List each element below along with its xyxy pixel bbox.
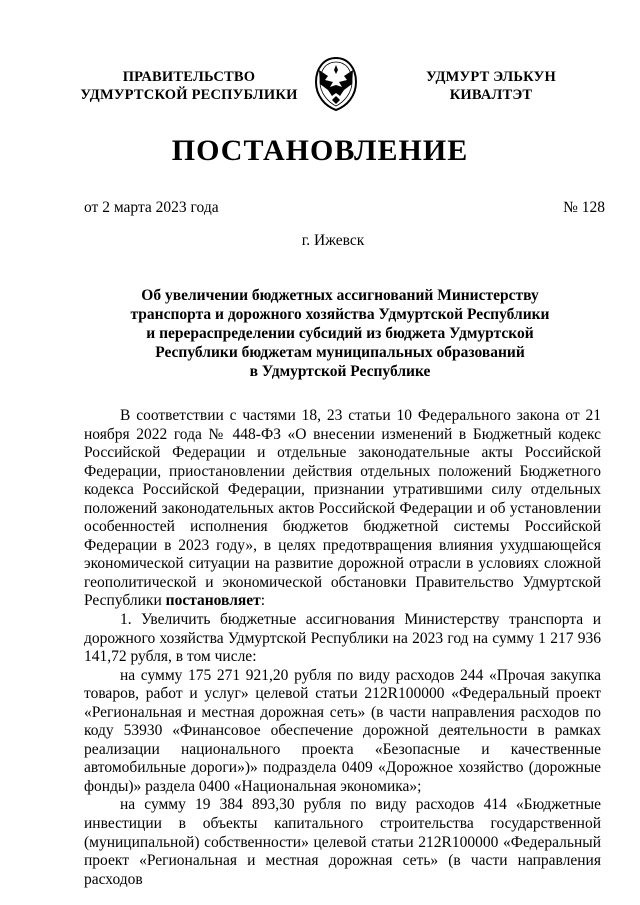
subject-line: транспорта и дорожного хозяйства Удмуртской Республики xyxy=(130,306,550,323)
document-city: г. Ижевск xyxy=(301,232,365,249)
paragraph-amount-2: на сумму 19 384 893,30 рубля по виду расходов 414 «Бюджетные инвестиции в объекты капитального строительства государственной (муниципальной) собственности» целевой статьи 212R100000 «Федеральный проект «Региональная и местная дорожная сеть» (в части направления расходов xyxy=(84,796,601,888)
document-title: ПОСТАНОВЛЕНИЕ xyxy=(171,134,469,167)
subject-line: и перераспределении субсидий из бюджета Удмуртской xyxy=(146,325,534,342)
subject-line: Об увеличении бюджетных ассигнований Министерству xyxy=(141,287,539,304)
document-number: № 128 xyxy=(563,199,605,216)
document-body xyxy=(84,407,601,889)
issuer-line: ПРАВИТЕЛЬСТВО xyxy=(122,69,256,85)
subject-line: Республики бюджетам муниципальных образований xyxy=(155,344,525,361)
coat-of-arms-icon xyxy=(313,56,359,112)
paragraph-item-1: 1. Увеличить бюджетные ассигнования Министерству транспорта и дорожного хозяйства Удмуртской Республики на 2023 год на сумму 1 217 936 141,72 рубля, в том числе: xyxy=(84,611,601,666)
paragraph-preamble xyxy=(84,407,601,611)
issuer-line: УДМУРТ ЭЛЬКУН xyxy=(426,69,556,85)
issuer-name-russian xyxy=(70,68,308,104)
paragraph-amount-1: на сумму 175 271 921,20 рубля по виду расходов 244 «Прочая закупка товаров, работ и услуг» целевой статьи 212R100000 «Федеральный проект «Региональная и местная дорожная сеть» (в части направления расходов по коду 53930 «Финансовое обеспечение дорожной деятельности в рамках реализации национального проекта «Безопасные и качественные автомобильные дороги»)» подраздела 0409 «Дорожное хозяйство (дорожные фонды)» раздела 0400 «Национальная экономика»; xyxy=(84,666,601,795)
issuer-line: КИВАЛТЭТ xyxy=(449,87,533,103)
issuer-line: УДМУРТСКОЙ РЕСПУБЛИКИ xyxy=(80,87,298,103)
document-date: от 2 марта 2023 года xyxy=(84,199,219,216)
preamble-text: В соответствии с частями 18, 23 статьи 10 Федерального закона от 21 ноября 2022 года № 448-ФЗ «О внесении изменений в Бюджетный кодекс Российской Федерации и отдельные законодательные акты Российской Федерации, приостановлении действия отдельных положений Бюджетного кодекса Российской Федерации, признании утратившими силу отдельных положений законодательных актов Российской Федерации и об установлении особенностей исполнения бюджетов бюджетной системы Российской Федерации в 2023 году», в целях предотвращения влияния ухудшающейся экономической ситуации на развитие дорожной отрасли в условиях сложной геополитической и экономической обстановки Правительство Удмуртской Республики xyxy=(84,407,601,610)
subject-line: в Удмуртской Республике xyxy=(249,363,431,380)
issuer-name-udmurt xyxy=(402,68,580,104)
resolution-keyword: постановляет xyxy=(165,592,261,610)
preamble-colon: : xyxy=(260,592,266,610)
document-subject xyxy=(100,286,580,381)
